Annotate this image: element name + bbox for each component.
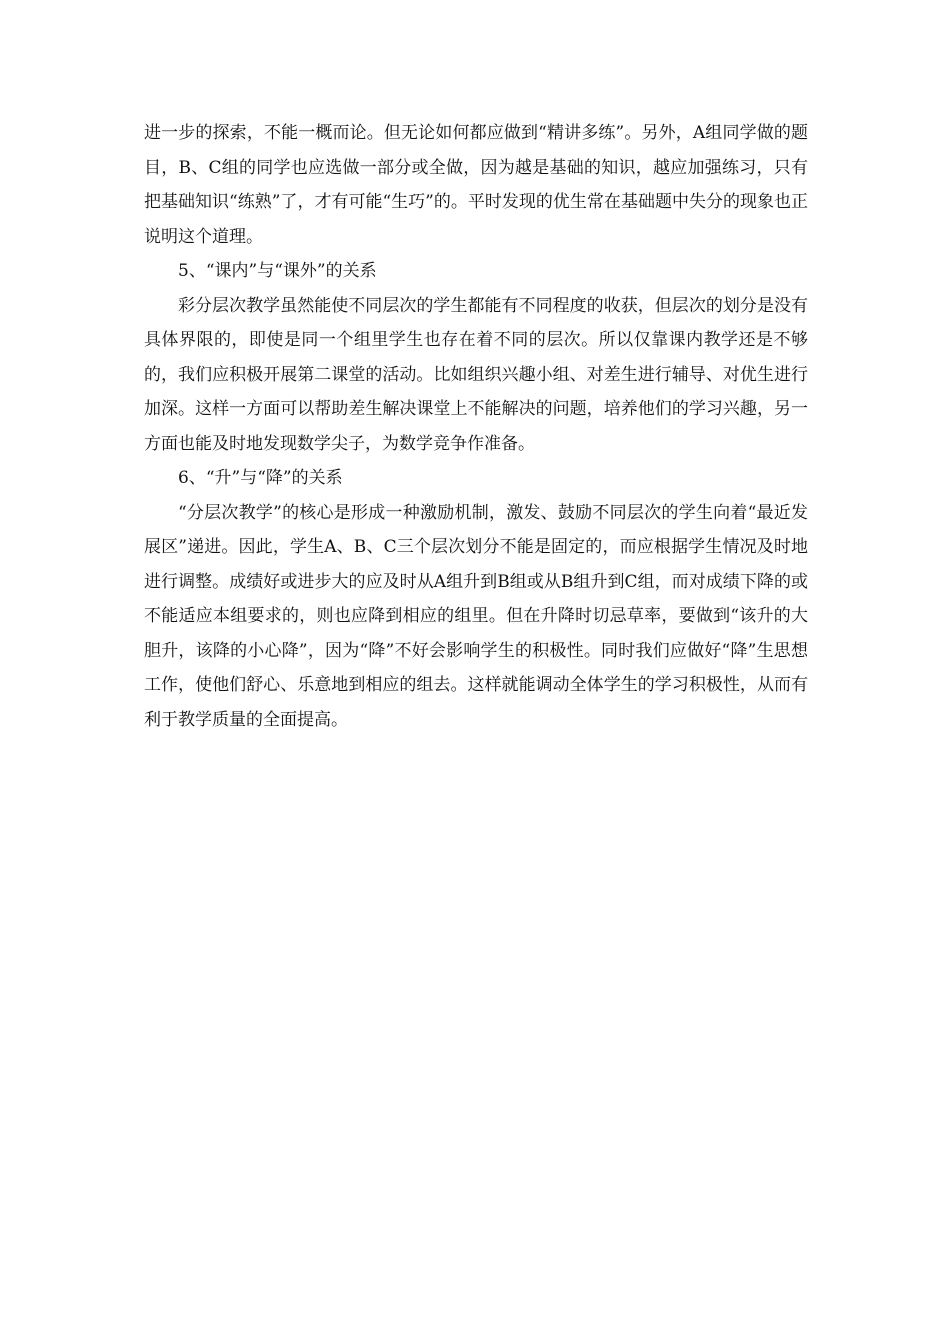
document-body bbox=[144, 116, 808, 737]
section-heading-5: 5、“课内”与“课外”的关系 bbox=[178, 261, 377, 281]
paragraph-section-6: “分层次教学”的核心是形成一种激励机制，激发、鼓励不同层次的学生向着“最近发展区”递进。因此，学生A、B、C三个层次划分不能是固定的，而应根据学生情况及时地进行调整。成绩好或进步大的应及时从A组升到B组或从B组升到C组，而对成绩下降的或不能适应本组要求的，则也应降到相应的组里。但在升降时切忌草率，要做到“该升的大胆升，该降的小心降”，因为“降”不好会影响学生的积极性。同时我们应做好“降”生思想工作，使他们舒心、乐意地到相应的组去。这样就能调动全体学生的学习积极性，从而有利于教学质量的全面提高。 bbox=[144, 502, 808, 730]
section-heading-6: 6、“升”与“降”的关系 bbox=[178, 468, 343, 488]
paragraph-section-5: 彩分层次教学虽然能使不同层次的学生都能有不同程度的收获，但层次的划分是没有具体界限的，即使是同一个组里学生也存在着不同的层次。所以仅靠课内教学还是不够的，我们应积极开展第二课堂的活动。比如组织兴趣小组、对差生进行辅导、对优生进行加深。这样一方面可以帮助差生解决课堂上不能解决的问题，培养他们的学习兴趣，另一方面也能及时地发现数学尖子，为数学竞争作准备。 bbox=[144, 295, 808, 454]
paragraph-continuation: 进一步的探索，不能一概而论。但无论如何都应做到“精讲多练”。另外，A组同学做的题目，B、C组的同学也应选做一部分或全做，因为越是基础的知识，越应加强练习，只有把基础知识“练熟”了，才有可能“生巧”的。平时发现的优生常在基础题中失分的现象也正说明这个道理。 bbox=[144, 123, 808, 247]
